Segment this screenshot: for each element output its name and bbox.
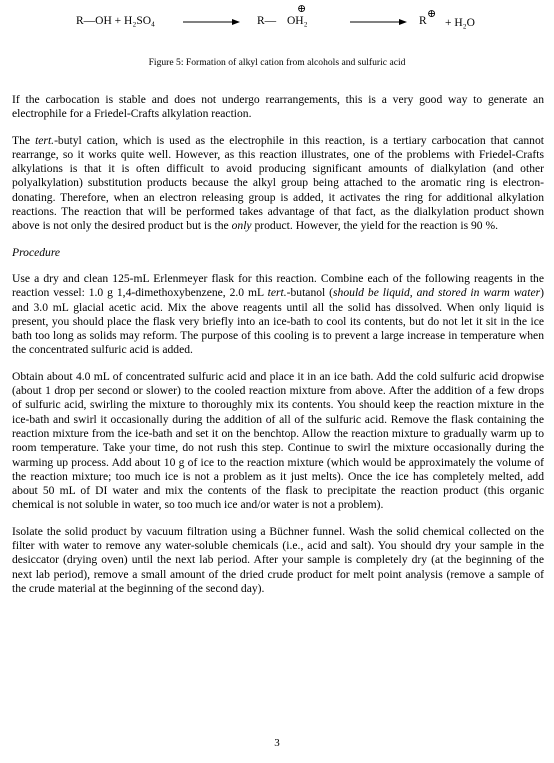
- italic-note: should be liquid, and stored in warm water: [333, 286, 541, 300]
- italic-emphasis: only: [231, 219, 252, 233]
- paragraph-procedure-reagents: [12, 272, 544, 358]
- paragraph-tert-butyl-cation: [12, 134, 544, 234]
- page-number: 3: [274, 737, 280, 749]
- figure-caption: Figure 5: Formation of alkyl cation from alcohols and sulfuric acid: [148, 57, 406, 68]
- procedure-heading: Procedure: [12, 245, 61, 259]
- document-body: [12, 93, 544, 608]
- text-run: -butanol (: [286, 286, 334, 300]
- reaction-scheme: [0, 0, 554, 48]
- italic-term: tert.: [267, 286, 287, 300]
- reactant-label: R—OH + H₂SO₄: [76, 15, 156, 27]
- intermediate-charge-icon: ⊕: [297, 3, 307, 15]
- product-water-label: + H₂O: [445, 17, 475, 29]
- italic-term: tert.: [35, 133, 55, 147]
- text-run: The: [12, 133, 36, 147]
- product-r-label: R: [419, 15, 427, 27]
- intermediate-oh2-label: OH₂: [287, 15, 308, 27]
- text-run: Use a dry and clean 125-mL Erlenmeyer flask for this reaction. Combine each of the following reagents in the reaction vessel: 1.0 g 1,4-dimethoxybenzene, 2.0 mL: [12, 271, 544, 300]
- text-run: ) and 3.0 mL glacial acetic acid. Mix the above reagents until all the solid has dissolved. When only liquid is present, you should place the flask very briefly into an ice-bath to cool its contents, but do not let it sit in the ice bath too long as solids may reform. The purpose of this cooling is to prevent a large increase in temperature when the concentrated sulfuric acid is added.: [12, 286, 544, 357]
- paragraph-carbocation: If the carbocation is stable and does not undergo rearrangements, this is a very good way to generate an electrophile for a Friedel-Crafts alkylation reaction.: [12, 93, 544, 121]
- text-run: product. However, the yield for the reaction is 90 %.: [251, 219, 499, 233]
- product-charge-icon: ⊕: [427, 8, 437, 20]
- intermediate-r-label: R—: [257, 15, 277, 27]
- text-run: -butyl cation, which is used as the electrophile in this reaction, is a tertiary carbocation that cannot rearrange, so it works quite well. However, as this reaction illustrates, one of the problems with Friedel-Crafts alkylations is that it is often difficult to avoid producing significant amounts of dialkylation (and other polyalkylation) substitution products because the alkyl group being attached to the aromatic ring is electron-donating. Therefore, when an electron releasing group is added, it activates the ring for additional alkylation reactions. The reaction that will be performed takes advantage of that fact, as the dialkylation product shown above is not only the desired product but is the: [12, 133, 544, 233]
- paragraph-procedure-sulfuric-acid: Obtain about 4.0 mL of concentrated sulfuric acid and place it in an ice bath. Add the cold sulfuric acid dropwise (about 1 drop per second or slower) to the cooled reaction mixture from above. After the addition of a few drops of sulfuric acid, swirling the mixture to thoroughly mix its contents. You should keep the reaction mixture in the ice-bath and swirl it occasionally during the addition of all of the sulfuric acid. Remove the flask containing the reaction mixture from the ice-bath and set it on the benchtop. Allow the reaction mixture to gradually warm up to room temperature. Take your time, do not rush this step. Continue to swirl the mixture occasionally during the warming up process. Add about 10 g of ice to the reaction mixture (which would be approximately the volume of the reaction mixture; too much ice is not a problem as it just melts). Once the ice has completely melted, add about 50 mL of DI water and mix the contents of the flask to precipitate the reaction product (this organic chemical is not soluble in water, so too much ice and/or water is not a problem).: [12, 369, 544, 512]
- paragraph-procedure-isolation: Isolate the solid product by vacuum filtration using a Büchner funnel. Wash the solid chemical collected on the filter with water to remove any water-soluble chemicals (i.e., acid and salt). You should dry your sample in the desiccator (drying oven) until the next lab period. After your sample is completely dry (at the beginning of the next lab period), remove a small amount of the dried crude product for melt point analysis (remove a sample of the crude material at the beginning of the second day).: [12, 524, 544, 595]
